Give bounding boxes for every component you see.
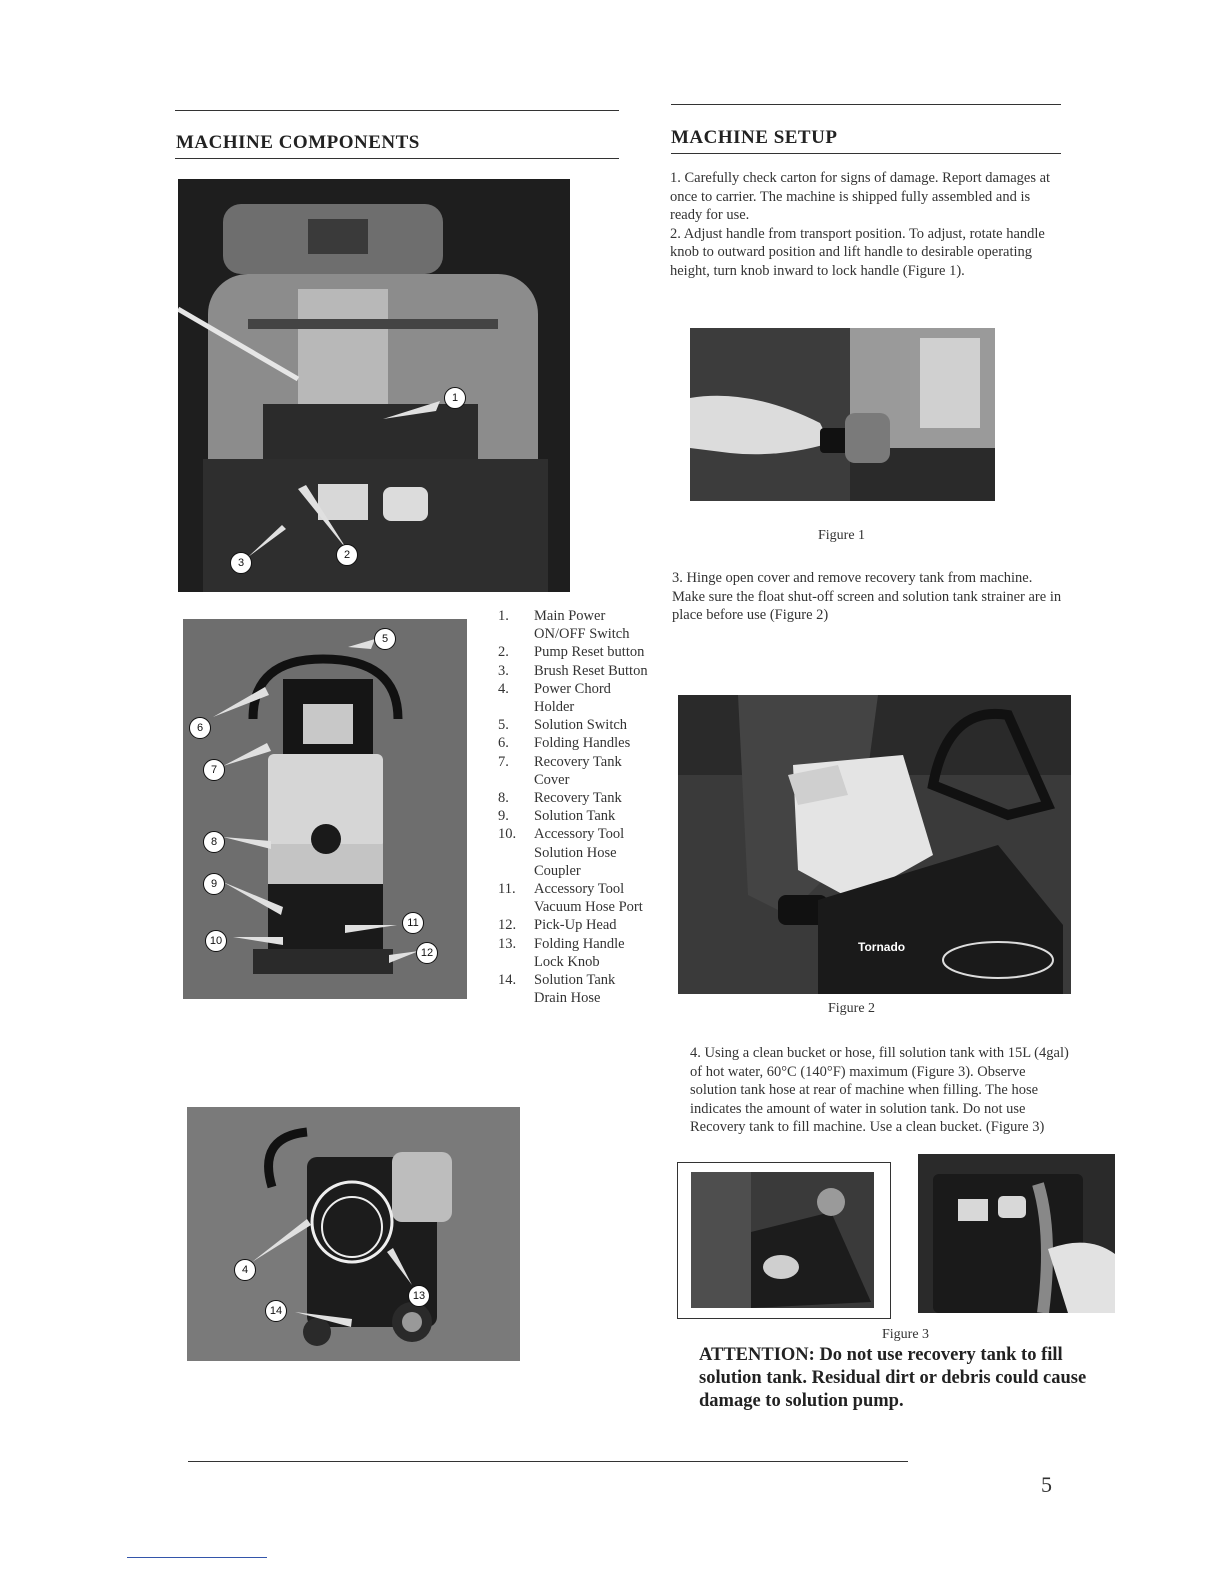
setup-step-4: 4. Using a clean bucket or hose, fill solution tank with 15L (4gal) of hot water, 60°C (140°F) maximum (Figure 3). Observe solution tank hose at rear of machine when filling. The hose indicates the amount of water in solution tank. Do not use Recovery tank to fill machine. Use a clean bucket. (Figure 3) — [690, 1045, 1069, 1135]
figure-1-photo — [690, 328, 995, 501]
machine-components-heading: MACHINE COMPONENTS — [176, 132, 420, 153]
parts-list-item: 8. Recovery Tank — [498, 790, 622, 807]
page-number: 5 — [1041, 1472, 1052, 1497]
parts-list-item: 11. Accessory Tool Vacuum Hose Port — [498, 881, 643, 916]
callout-3: 3 — [230, 552, 252, 574]
callout-14: 14 — [265, 1300, 287, 1322]
callout-1: 1 — [444, 387, 466, 409]
parts-list-item: 10. Accessory Tool Solution Hose Coupler — [498, 826, 625, 879]
heading-underline-left — [175, 158, 619, 159]
top-rule-left — [175, 110, 619, 111]
top-rule-right — [671, 104, 1061, 105]
callout-9: 9 — [203, 873, 225, 895]
parts-list-item: 5. Solution Switch — [498, 717, 628, 734]
figure-3-left-photo — [691, 1172, 874, 1308]
callout-2: 2 — [336, 544, 358, 566]
figure-2-photo — [678, 695, 1071, 994]
parts-list-item: 9. Solution Tank — [498, 808, 616, 825]
figure-3-caption: Figure 3 — [882, 1327, 930, 1342]
setup-steps-1-2 — [670, 169, 1060, 280]
setup-step-1: 1. Carefully check carton for signs of damage. Report damages at once to carrier. The machine is shipped fully assembled and is ready for use. — [670, 170, 1051, 223]
callout-6: 6 — [189, 717, 211, 739]
callout-10: 10 — [205, 930, 227, 952]
figure-1-caption: Figure 1 — [818, 528, 866, 543]
setup-step-2: 2. Adjust handle from transport position. To adjust, rotate handle knob to outward position and lift handle to desirable operating height, turn knob inward to lock handle (Figure 1). — [670, 225, 1045, 279]
control-panel-photo — [178, 179, 570, 592]
tornado-brand-label: Tornado — [858, 940, 906, 954]
footnote-rule — [127, 1557, 267, 1558]
footer-rule — [188, 1461, 908, 1462]
callout-5: 5 — [374, 628, 396, 650]
parts-list-item: 6. Folding Handles — [498, 735, 631, 752]
machine-setup-heading: MACHINE SETUP — [671, 127, 838, 148]
setup-step-3: 3. Hinge open cover and remove recovery tank from machine. Make sure the float shut-off screen and solution tank strainer are in place before use (Figure 2) — [672, 570, 1062, 623]
machine-front-photo — [183, 619, 467, 999]
figure-3-right-photo — [918, 1154, 1115, 1313]
callout-12: 12 — [416, 942, 438, 964]
heading-underline-right — [671, 153, 1061, 154]
parts-list-item: 7. Recovery Tank Cover — [498, 753, 622, 788]
attention-warning: ATTENTION: Do not use recovery tank to fill solution tank. Residual dirt or debris could cause damage to solution pump. — [699, 1345, 1087, 1411]
callout-8: 8 — [203, 831, 225, 853]
machine-rear-photo — [187, 1107, 520, 1361]
parts-list-item: 14. Solution Tank Drain Hose — [498, 972, 616, 1007]
parts-list-item: 12. Pick-Up Head — [498, 917, 617, 934]
parts-list — [498, 607, 648, 1007]
figure-2-caption: Figure 2 — [828, 1001, 876, 1016]
parts-list-item: 1. Main Power ON/OFF Switch — [498, 608, 630, 643]
parts-list-item: 3. Brush Reset Button — [498, 662, 648, 679]
callout-13: 13 — [408, 1285, 430, 1307]
parts-list-item: 2. Pump Reset button — [498, 644, 645, 661]
parts-list-item: 4. Power Chord Holder — [498, 680, 611, 716]
parts-list-item: 13. Folding Handle Lock Knob — [498, 935, 625, 970]
callout-11: 11 — [402, 912, 424, 934]
callout-7: 7 — [203, 759, 225, 781]
callout-4: 4 — [234, 1259, 256, 1281]
